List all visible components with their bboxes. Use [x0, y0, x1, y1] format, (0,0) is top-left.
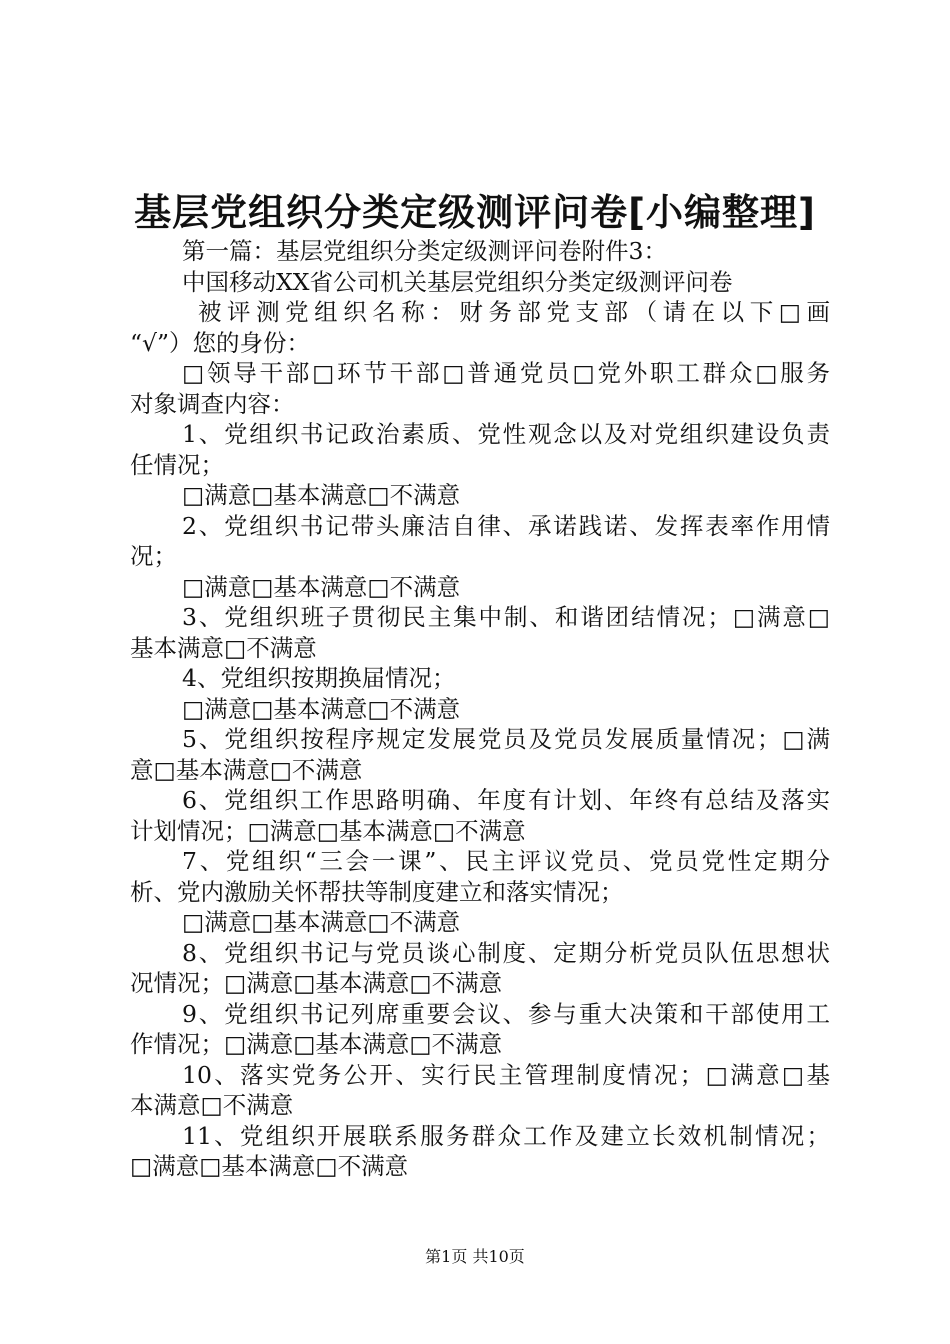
text-line: 被评测党组织名称：财务部党支部（请在以下□画: [198, 298, 830, 326]
text-line: □满意□基本满意□不满意: [182, 695, 461, 723]
page-number: 第1页 共10页: [425, 1247, 525, 1266]
text-line: 本满意□不满意: [130, 1091, 294, 1119]
text-line: “√”）您的身份：: [130, 329, 311, 357]
text-line: 11、党组织开展联系服务群众工作及建立长效机制情况；: [182, 1122, 830, 1150]
text-line: □满意□基本满意□不满意: [182, 573, 461, 601]
text-line: 第一篇：基层党组织分类定级测评问卷附件3：: [182, 237, 667, 265]
text-line: 4、党组织按期换届情况；: [182, 664, 456, 692]
text-line: 6、党组织工作思路明确、年度有计划、年终有总结及落实: [182, 786, 830, 814]
text-line: 7、党组织“三会一课”、民主评议党员、党员党性定期分: [182, 847, 830, 875]
text-line: 1、党组织书记政治素质、党性观念以及对党组织建设负责: [182, 420, 830, 448]
text-line: 8、党组织书记与党员谈心制度、定期分析党员队伍思想状: [182, 939, 830, 967]
text-line: 10、落实党务公开、实行民主管理制度情况；□满意□基: [182, 1061, 830, 1089]
text-line: 对象调查内容：: [130, 390, 295, 418]
text-line: 3、党组织班子贯彻民主集中制、和谐团结情况；□满意□: [182, 603, 830, 631]
text-line: 意□基本满意□不满意: [130, 756, 363, 784]
text-line: 2、党组织书记带头廉洁自律、承诺践诺、发挥表率作用情: [182, 512, 830, 540]
text-line: 任情况；: [130, 451, 224, 479]
text-line: 析、党内激励关怀帮扶等制度建立和落实情况；: [130, 878, 624, 906]
text-line: 基本满意□不满意: [130, 634, 317, 662]
text-line: 况；: [130, 542, 177, 570]
text-line: 中国移动XX省公司机关基层党组织分类定级测评问卷: [182, 268, 733, 296]
text-line: 作情况；□满意□基本满意□不满意: [130, 1030, 503, 1058]
text-line: □满意□基本满意□不满意: [130, 1152, 409, 1180]
text-line: 9、党组织书记列席重要会议、参与重大决策和干部使用工: [182, 1000, 830, 1028]
text-line: □满意□基本满意□不满意: [182, 481, 461, 509]
document-title: 基层党组织分类定级测评问卷[小编整理]: [134, 191, 816, 234]
text-line: 计划情况；□满意□基本满意□不满意: [130, 817, 526, 845]
text-line: □领导干部□环节干部□普通党员□党外职工群众□服务: [182, 359, 830, 387]
text-line: 5、党组织按程序规定发展党员及党员发展质量情况；□满: [182, 725, 830, 753]
text-line: □满意□基本满意□不满意: [182, 908, 461, 936]
text-line: 况情况；□满意□基本满意□不满意: [130, 969, 503, 997]
